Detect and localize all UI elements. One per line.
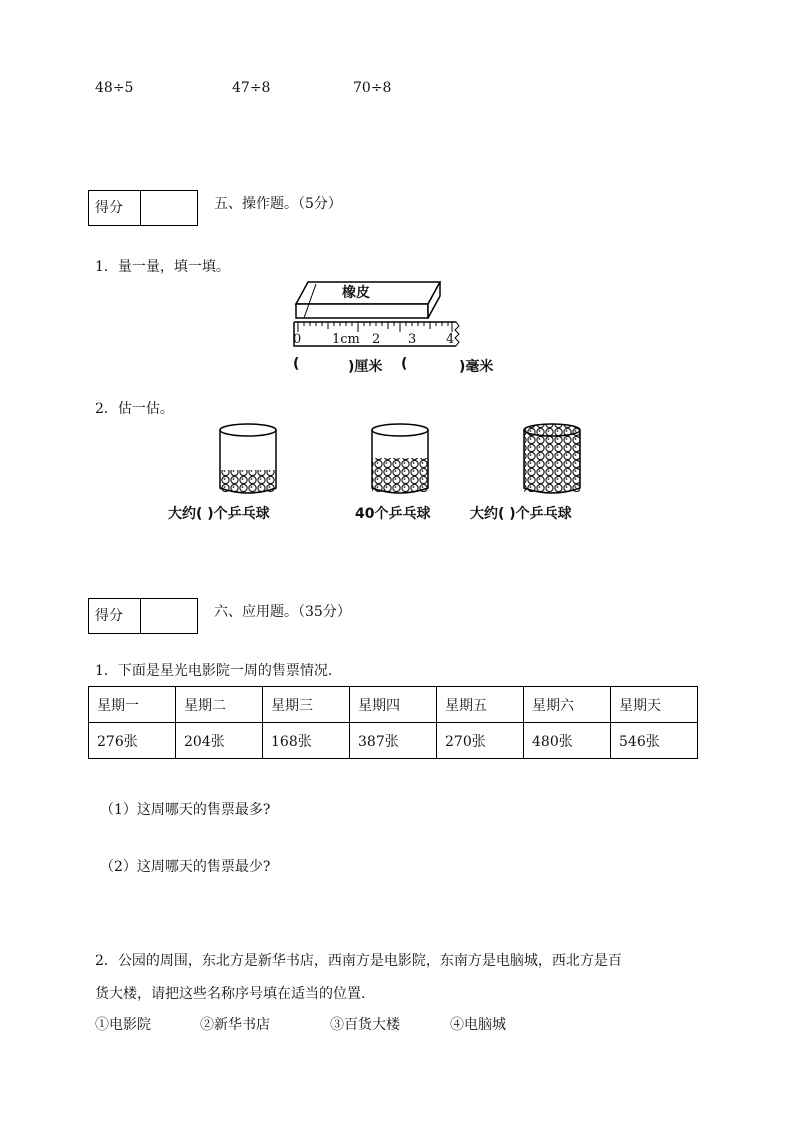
option-4: ④电脑城 [450,1017,506,1033]
table-row [89,723,698,759]
ticket-sales-table [88,686,698,759]
blank1-close: )厘米 [348,359,383,375]
jar-3-caption: 大约( )个乒乓球 [470,506,572,522]
table-cell: 星期五 [437,687,524,723]
division-problem-3: 70÷8 [353,80,392,96]
q5-2-prompt: 2．估一估。 [95,401,174,417]
option-3: ③百货大楼 [330,1017,400,1033]
table-cell: 星期三 [263,687,350,723]
q6-2-line2: 货大楼，请把这些名称序号填在适当的位置. [95,986,366,1002]
blank2-open: ( [401,356,408,372]
table-cell: 204张 [176,723,263,759]
q6-1-prompt: 1．下面是星光电影院一周的售票情况. [95,663,333,679]
table-cell: 星期四 [350,687,437,723]
option-2: ②新华书店 [200,1017,270,1033]
table-cell: 387张 [350,723,437,759]
table-cell: 270张 [437,723,524,759]
eraser-label: 橡皮 [342,285,370,301]
score-label: 得分 [89,191,141,225]
q6-1-sub2: （2）这周哪天的售票最少? [100,859,271,875]
ruler-tick-4: 4 [446,332,455,347]
ruler-tick-2: 2 [372,332,381,347]
ruler-tick-0: 0 [293,332,302,347]
jar-1-caption: 大约( )个乒乓球 [168,506,270,522]
division-problem-1: 48÷5 [95,80,134,96]
option-1: ①电影院 [95,1017,151,1033]
blank2-close: )毫米 [459,359,494,375]
ruler-tick-1: 1cm [332,332,360,347]
section6-title: 六、应用题。（35分） [214,604,351,620]
jar-2-caption: 40个乒乓球 [355,506,431,522]
q5-1-prompt: 1．量一量，填一填。 [95,259,230,275]
q6-1-sub1: （1）这周哪天的售票最多? [100,802,271,818]
table-cell: 星期天 [611,687,698,723]
division-problem-2: 47÷8 [232,80,271,96]
q6-2-line1: 2．公园的周围，东北方是新华书店，西南方是电影院，东南方是电脑城，西北方是百 [95,953,622,969]
table-cell: 276张 [89,723,176,759]
table-cell: 546张 [611,723,698,759]
jar-1-icon [220,424,276,493]
ruler-tick-3: 3 [408,332,417,347]
score-blank[interactable] [141,599,197,633]
score-box-section5 [88,190,198,226]
table-header-row [89,687,698,723]
table-cell: 星期一 [89,687,176,723]
table-cell: 480张 [524,723,611,759]
blank1-open: ( [293,356,300,372]
score-blank[interactable] [141,191,197,225]
score-label: 得分 [89,599,141,633]
jar-2-icon [372,424,428,493]
table-cell: 星期六 [524,687,611,723]
jar-3-icon [524,424,580,493]
table-cell: 168张 [263,723,350,759]
section5-title: 五、操作题。（5分） [214,196,342,212]
score-box-section6 [88,598,198,634]
table-cell: 星期二 [176,687,263,723]
jars-figure [212,420,592,500]
